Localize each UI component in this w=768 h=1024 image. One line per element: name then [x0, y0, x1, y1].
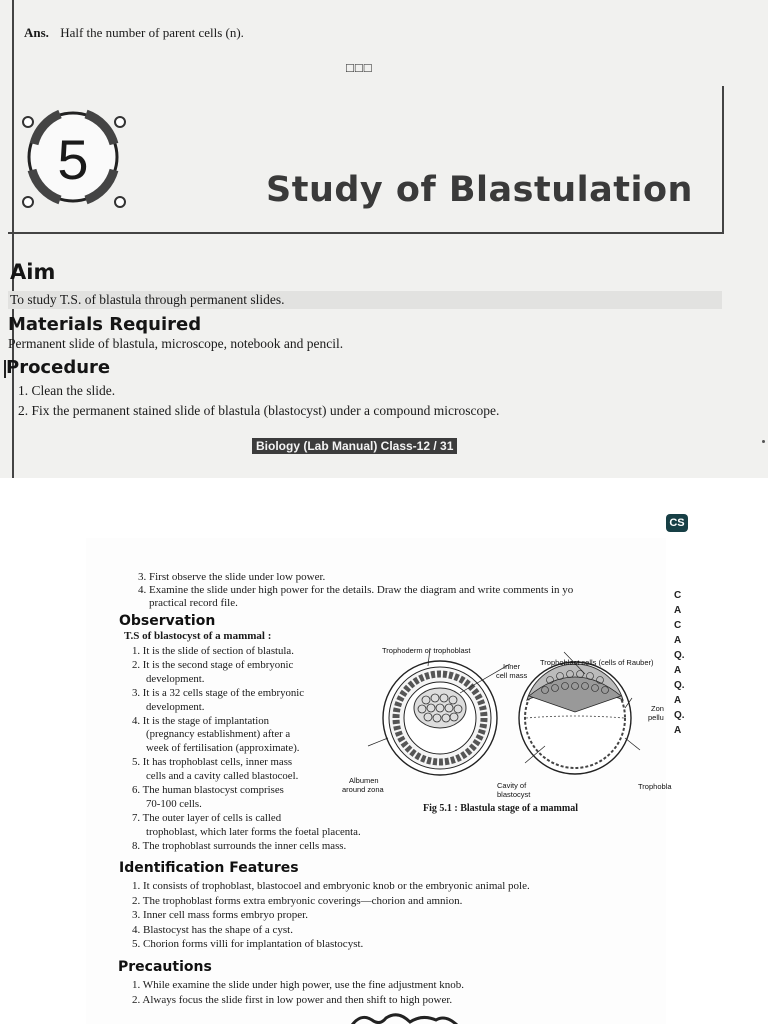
materials-heading: Materials Required — [8, 314, 202, 335]
blastocyst-section-right — [519, 662, 631, 774]
section-separator: □□□ — [346, 60, 373, 75]
page-margin-line — [12, 0, 14, 478]
observation-subheading: T.S of blastocyst of a mammal : — [124, 630, 272, 642]
observation-item: 4. It is the stage of implantation (pregnancy establishment) after a week of fertilisation (approximate). — [132, 714, 300, 755]
aim-text: To study T.S. of blastula through permanent slides. — [10, 292, 285, 307]
observation-item: 7. The outer layer of cells is called trophoblast, which later forms the foetal placenta. — [132, 811, 361, 838]
bottom-page — [0, 478, 768, 1024]
procedure-steps-continued — [138, 571, 573, 610]
cut-off-heading-fragment — [346, 1010, 466, 1024]
label-trophoderm: Trophoderm or trophoblast — [382, 646, 471, 655]
blastocyst-section-left — [383, 661, 497, 775]
identification-item: 5. Chorion forms villi for implantation of blastocyst. — [132, 938, 364, 951]
identification-item: 2. The trophoblast forms extra embryonic coverings—chorion and amnion. — [132, 894, 463, 907]
identification-heading: Identification Features — [119, 860, 299, 876]
observation-item: 3. It is a 32 cells stage of the embryonic development. — [132, 686, 305, 713]
camscanner-badge: CS — [666, 514, 688, 532]
observation-list — [132, 645, 361, 854]
identification-item: 3. Inner cell mass forms embryo proper. — [132, 909, 308, 922]
label-blastocyst: blastocyst — [497, 790, 531, 799]
chapter-title: Study of Blastulation — [266, 170, 693, 210]
page-dot — [762, 440, 765, 443]
label-around-zona: around zona — [342, 785, 384, 794]
label-trophoblast: Trophobla — [638, 782, 672, 791]
observation-item: 2. It is the second stage of embryonic development. — [132, 658, 294, 685]
identification-item: 4. Blastocyst has the shape of a cyst. — [132, 923, 293, 936]
answer-line — [24, 25, 244, 41]
procedure-step: 3. First observe the slide under low power. — [138, 571, 326, 583]
precautions-heading: Precautions — [118, 959, 212, 975]
label-albumen: Albumen — [349, 776, 379, 785]
label-inner: Inner — [503, 662, 521, 671]
identification-item: 1. It consists of trophoblast, blastocoel and embryonic knob or the embryonic animal pole. — [132, 880, 530, 892]
label-cell-mass: cell mass — [496, 671, 528, 680]
label-zona: Zon — [651, 704, 664, 713]
precaution-item: 1. While examine the slide under high power, use the fine adjustment knob. — [132, 979, 465, 991]
label-pellucida: pellu — [648, 713, 664, 722]
procedure-list — [18, 381, 499, 421]
observation-item: 1. It is the slide of section of blastula. — [132, 645, 294, 657]
procedure-step-continued: practical record file. — [149, 597, 238, 609]
top-page — [0, 0, 768, 478]
observation-item: 5. It has trophoblast cells, inner mass cells and a cavity called blastocoel. — [132, 756, 299, 783]
chapter-number: 5 — [57, 128, 89, 191]
label-cavity: Cavity of — [497, 781, 527, 790]
precaution-item: 2. Always focus the slide first in low power and then shift to high power. — [132, 994, 453, 1006]
answer-text: Half the number of parent cells (n). — [60, 25, 244, 40]
page-footer: Biology (Lab Manual) Class-12 / 31 — [252, 438, 457, 454]
observation-heading: Observation — [119, 613, 216, 629]
materials-text: Permanent slide of blastula, microscope, notebook and pencil. — [8, 336, 344, 351]
identification-list — [132, 879, 530, 952]
precautions-list — [132, 978, 464, 1008]
procedure-step: 4. Examine the slide under high power for the details. Draw the diagram and write comments in yo — [138, 584, 574, 596]
observation-item: 8. The trophoblast surrounds the inner cells mass. — [132, 839, 347, 852]
aim-heading: Aim — [10, 260, 56, 284]
procedure-step: 1. Clean the slide. — [18, 383, 116, 398]
observation-item: 6. The human blastocyst comprises 70-100 cells. — [132, 784, 284, 810]
label-trophoblast-cells: Trophoblast cells (cells of Rauber) — [540, 658, 654, 667]
adjacent-page-edge: C A C A Q. A Q. A Q. A — [674, 590, 685, 736]
figure-caption: Fig 5.1 : Blastula stage of a mammal — [423, 803, 578, 814]
procedure-heading: Procedure — [6, 357, 111, 378]
answer-label: Ans. — [24, 25, 49, 40]
procedure-step: 2. Fix the permanent stained slide of blastula (blastocyst) under a compound microscope. — [18, 403, 500, 418]
